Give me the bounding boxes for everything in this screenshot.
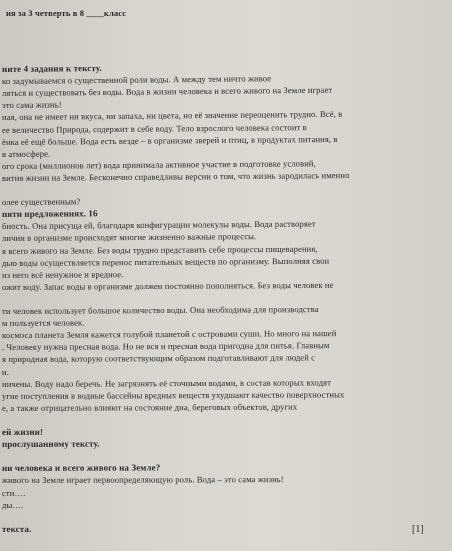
text-line: я всего живого на Земле. Без воды трудно представить себе процессы пищеварения, <box>1 243 318 256</box>
worksheet-header: ия за 3 четверть в 8 ____класс <box>6 8 127 18</box>
text-line: прослушанному тексту. <box>1 438 100 450</box>
text-line: е, а также отрицательно влияют на состояние дна, береговых объектов, других <box>1 401 298 413</box>
text-line: живого на Земле играет первоопределяющую роль. Вода – это сама жизнь! <box>1 474 284 486</box>
text-line: м пользуется человек. <box>1 317 85 329</box>
text-line: ти человек использует большое количество воды. Она необходима для производства <box>1 304 319 316</box>
text-line: дью воды осуществляется перенос питательных веществ по организму. Выполняя свои <box>1 255 330 268</box>
text-line: ничены. Воду надо беречь. Не загрязнять её сточными водами, в состав которых входят <box>1 376 332 389</box>
text-line: олее существенным? <box>1 196 81 208</box>
text-line: ей жизни! <box>1 426 44 437</box>
text-line: ляться и существовать без воды. Вода в жизни человека и всего живого на Земле играет <box>1 84 333 99</box>
text-line: бность. Она присуща ей, благодаря конфигурации молекулы воды. Вода растворяет <box>1 218 316 232</box>
text-line: в атмосфере. <box>1 148 51 159</box>
text-line: ёнка её ещё больше. Вода есть везде – в организме зверей и птиц, в продуктах питания, в <box>1 133 338 147</box>
text-line: ого срока (миллионов лет) вода принимала активное участие в подготовке условий, <box>1 158 316 171</box>
text-line: ды…. <box>1 499 24 510</box>
text-line: текста. <box>1 523 32 534</box>
text-line: угие поступления в водные бассейны вредных веществ ухудшают качество поверхностных <box>1 389 345 401</box>
text-line: и. <box>1 366 9 377</box>
text-line: . Человеку нужна пресная вода. Но не вся и пресная вода пригодна для питья. Главным <box>1 340 330 353</box>
text-line: ожит воду. Запас воды в организме должен постоянно пополняться. Без воды человек не <box>1 279 334 292</box>
text-line: космоса планета Земля кажется голубой планетой с островами суши. Но много на нашей <box>1 328 337 341</box>
text-line: пяти предложениях. 16 <box>1 208 98 220</box>
text-line: ная, она не имеет ни вкуса, ни запаха, ни цвета, но её значение переоценить трудно. Всё, в <box>1 109 343 123</box>
text-line: личии в организме происходят многие жизненно важные процессы. <box>1 231 257 244</box>
score-mark: [1] <box>412 524 424 535</box>
text-line: ко задумываемся о существенной роли воды. А между тем ничто живое <box>1 73 272 87</box>
text-line: это сама жизнь! <box>1 99 62 111</box>
text-line: вития жизни на Земле. Бесконечно справедливы версии о том, что жизнь зародилась именно <box>1 169 350 183</box>
text-line: из него всё ненужное и вредное. <box>1 268 124 280</box>
text-line: ее величество Природа, содержит в себе воду. Тело взрослого человека состоит в <box>1 121 307 135</box>
text-line: сти…. <box>1 487 26 498</box>
text-line: ните 4 задания к тексту. <box>1 62 102 74</box>
text-line: ни человека и всего живого на Земле? <box>1 462 161 474</box>
text-line: я природная вода, которую соответствующим образом подготавливают для людей с <box>1 352 316 365</box>
